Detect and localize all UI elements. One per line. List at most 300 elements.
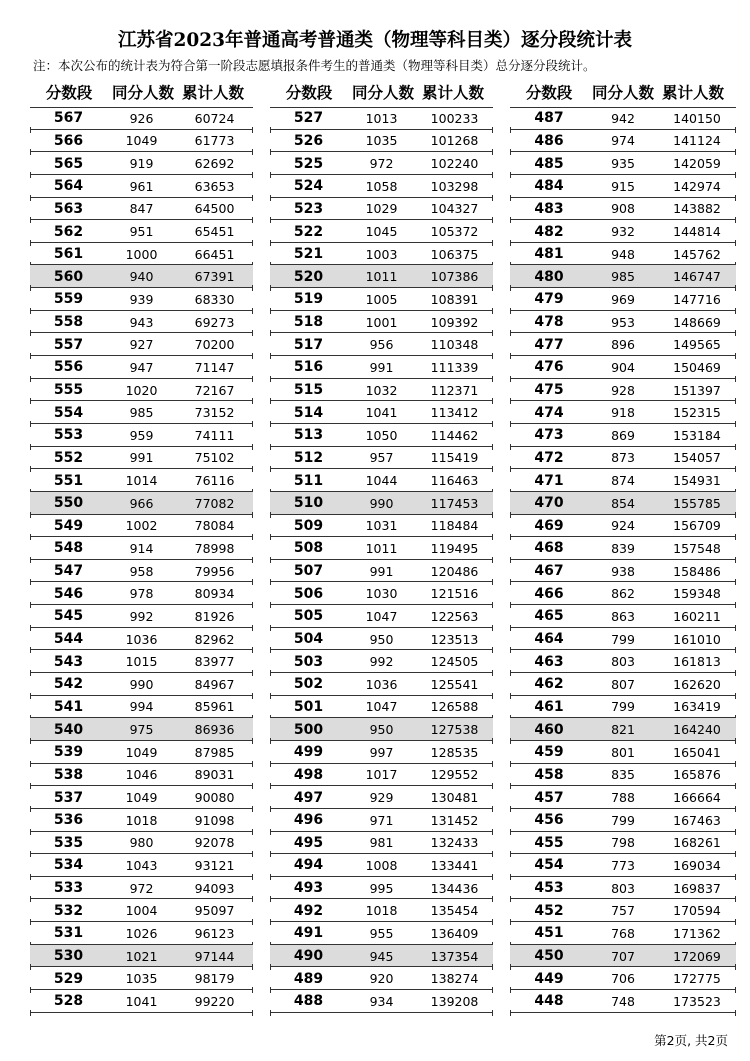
same-count-cell: 947 <box>129 359 154 375</box>
cumulative-count-cell: 120486 <box>430 563 479 579</box>
score-cell: 556 <box>53 359 84 376</box>
score-cell: 459 <box>534 744 564 761</box>
same-count-cell: 992 <box>369 654 394 670</box>
score-cell: 541 <box>53 698 84 715</box>
score-cell: 505 <box>293 608 324 625</box>
table-row <box>270 877 493 900</box>
score-cell: 462 <box>534 676 564 693</box>
same-count-cell: 990 <box>129 676 154 692</box>
cumulative-count-cell: 103298 <box>430 178 479 194</box>
table-row <box>270 107 493 130</box>
score-cell: 492 <box>293 902 324 919</box>
same-count-cell: 918 <box>611 405 635 421</box>
score-cell: 453 <box>534 880 564 897</box>
table-row <box>30 899 253 922</box>
table-row <box>510 356 736 379</box>
table-row <box>510 967 736 990</box>
score-cell: 486 <box>534 132 564 149</box>
table-row <box>270 288 493 311</box>
same-count-cell: 1005 <box>365 291 398 307</box>
cumulative-count-cell: 71147 <box>194 359 235 375</box>
score-cell: 498 <box>293 766 324 783</box>
same-count-cell: 706 <box>611 971 635 987</box>
same-count-cell: 972 <box>369 156 394 172</box>
cumulative-count-cell: 75102 <box>194 450 235 466</box>
cumulative-count-cell: 124505 <box>430 654 479 670</box>
same-count-cell: 873 <box>611 450 635 466</box>
score-cell: 518 <box>293 314 324 331</box>
cumulative-count-cell: 121516 <box>430 586 479 602</box>
score-cell: 547 <box>53 563 84 580</box>
table-row <box>270 832 493 855</box>
same-count-cell: 995 <box>369 880 394 896</box>
cumulative-count-cell: 169837 <box>673 880 721 896</box>
table-row <box>30 288 253 311</box>
cumulative-count-cell: 125541 <box>430 676 479 692</box>
same-count-cell: 972 <box>129 880 154 896</box>
cumulative-count-cell: 127538 <box>430 722 479 738</box>
score-cell: 512 <box>293 449 324 466</box>
same-count-cell: 990 <box>369 495 394 511</box>
score-cell: 542 <box>53 676 84 693</box>
table-row <box>270 311 493 334</box>
table-row <box>510 288 736 311</box>
score-cell: 548 <box>53 540 84 557</box>
same-count-cell: 1018 <box>365 903 398 919</box>
cumulative-count-cell: 170594 <box>673 903 721 919</box>
table-row <box>30 560 253 583</box>
score-cell: 455 <box>534 834 564 851</box>
same-count-cell: 1011 <box>365 540 398 556</box>
score-cell: 461 <box>534 698 564 715</box>
cumulative-count-cell: 117453 <box>430 495 479 511</box>
cumulative-count-cell: 163419 <box>673 699 721 715</box>
cumulative-count-cell: 143882 <box>673 201 721 217</box>
cumulative-count-cell: 77082 <box>194 495 235 511</box>
table-row <box>30 582 253 605</box>
same-count-cell: 757 <box>611 903 635 919</box>
same-count-cell: 896 <box>611 337 635 353</box>
score-cell: 540 <box>53 721 84 738</box>
score-cell: 497 <box>293 789 324 806</box>
score-cell: 516 <box>293 359 324 376</box>
same-count-cell: 1020 <box>125 382 158 398</box>
same-count-cell: 1035 <box>365 133 398 149</box>
header-cell: 分数段 <box>45 83 93 102</box>
same-count-cell: 942 <box>611 110 635 126</box>
table-row <box>30 718 253 741</box>
table-row <box>270 243 493 266</box>
same-count-cell: 1041 <box>365 405 398 421</box>
table-row <box>510 469 736 492</box>
same-count-cell: 768 <box>611 925 635 941</box>
cumulative-count-cell: 165041 <box>673 744 721 760</box>
score-cell: 550 <box>53 495 84 512</box>
table-row <box>270 537 493 560</box>
score-cell: 564 <box>53 178 84 195</box>
score-cell: 478 <box>534 314 564 331</box>
score-cell: 535 <box>53 834 84 851</box>
cumulative-count-cell: 148669 <box>673 314 721 330</box>
table-row <box>270 990 493 1013</box>
score-cell: 489 <box>293 970 324 987</box>
same-count-cell: 924 <box>611 518 635 534</box>
score-cell: 514 <box>293 404 324 421</box>
same-count-cell: 940 <box>129 269 154 285</box>
score-cell: 539 <box>53 744 84 761</box>
cumulative-count-cell: 84967 <box>194 676 235 692</box>
same-count-cell: 932 <box>611 224 635 240</box>
table-row <box>30 492 253 515</box>
same-count-cell: 1041 <box>125 993 158 1009</box>
same-count-cell: 945 <box>369 948 394 964</box>
same-count-cell: 991 <box>369 359 394 375</box>
same-count-cell: 915 <box>611 178 635 194</box>
cumulative-count-cell: 136409 <box>430 925 479 941</box>
table-row <box>510 899 736 922</box>
same-count-cell: 950 <box>369 722 394 738</box>
header-cell: 分数段 <box>525 83 573 102</box>
score-cell: 491 <box>293 925 324 942</box>
same-count-cell: 919 <box>129 156 154 172</box>
same-count-cell: 904 <box>611 359 635 375</box>
score-cell: 532 <box>53 902 84 919</box>
score-cell: 452 <box>534 902 564 919</box>
same-count-cell: 948 <box>611 246 635 262</box>
table-row <box>510 877 736 900</box>
cumulative-count-cell: 145762 <box>673 246 721 262</box>
score-cell: 545 <box>53 608 84 625</box>
cumulative-count-cell: 68330 <box>194 291 235 307</box>
same-count-cell: 961 <box>129 178 154 194</box>
same-count-cell: 957 <box>369 450 394 466</box>
cumulative-count-cell: 168261 <box>673 835 721 851</box>
cumulative-count-cell: 85961 <box>194 699 235 715</box>
same-count-cell: 1003 <box>365 246 398 262</box>
same-count-cell: 994 <box>129 699 154 715</box>
table-row <box>510 447 736 470</box>
table-row <box>30 741 253 764</box>
table-row <box>30 311 253 334</box>
table-row <box>30 379 253 402</box>
cumulative-count-cell: 91098 <box>194 812 235 828</box>
score-cell: 559 <box>53 291 84 308</box>
same-count-cell: 985 <box>129 405 154 421</box>
header-cell: 累计人数 <box>181 83 244 102</box>
same-count-cell: 798 <box>611 835 635 851</box>
cumulative-count-cell: 80934 <box>194 586 235 602</box>
same-count-cell: 971 <box>369 812 394 828</box>
cumulative-count-cell: 98179 <box>194 971 235 987</box>
cumulative-count-cell: 122563 <box>430 608 479 624</box>
score-cell: 472 <box>534 449 564 466</box>
cumulative-count-cell: 133441 <box>430 857 479 873</box>
cumulative-count-cell: 72167 <box>194 382 235 398</box>
cumulative-count-cell: 154057 <box>673 450 721 466</box>
same-count-cell: 997 <box>369 744 394 760</box>
cumulative-count-cell: 128535 <box>430 744 479 760</box>
table-row <box>510 764 736 787</box>
same-count-cell: 1049 <box>125 133 158 149</box>
score-cell: 479 <box>534 291 564 308</box>
cumulative-count-cell: 93121 <box>194 857 235 873</box>
table-row <box>30 832 253 855</box>
same-count-cell: 1036 <box>365 676 398 692</box>
table-row <box>30 696 253 719</box>
table-row <box>510 741 736 764</box>
same-count-cell: 847 <box>129 201 154 217</box>
cumulative-count-cell: 130481 <box>430 790 479 806</box>
same-count-cell: 821 <box>611 722 635 738</box>
cumulative-count-cell: 132433 <box>430 835 479 851</box>
same-count-cell: 966 <box>129 495 154 511</box>
score-cell: 557 <box>53 336 84 353</box>
table-row <box>510 311 736 334</box>
cumulative-count-cell: 70200 <box>194 337 235 353</box>
cumulative-count-cell: 161813 <box>673 654 721 670</box>
header-cell: 累计人数 <box>421 83 484 102</box>
score-cell: 508 <box>293 540 324 557</box>
table-row <box>270 696 493 719</box>
table-row <box>270 265 493 288</box>
cumulative-count-cell: 116463 <box>430 473 479 489</box>
score-cell: 470 <box>534 495 564 512</box>
table-row <box>30 922 253 945</box>
cumulative-count-cell: 101268 <box>430 133 479 149</box>
cumulative-count-cell: 95097 <box>194 903 235 919</box>
score-cell: 504 <box>293 631 324 648</box>
cumulative-count-cell: 67391 <box>194 269 235 285</box>
cumulative-count-cell: 131452 <box>430 812 479 828</box>
cumulative-count-cell: 111339 <box>430 359 479 375</box>
same-count-cell: 1043 <box>125 857 158 873</box>
cumulative-count-cell: 112371 <box>430 382 479 398</box>
same-count-cell: 992 <box>129 608 154 624</box>
score-cell: 554 <box>53 404 84 421</box>
score-cell: 534 <box>53 857 84 874</box>
cumulative-count-cell: 166664 <box>673 790 721 806</box>
same-count-cell: 985 <box>611 269 635 285</box>
score-cell: 521 <box>293 246 324 263</box>
same-count-cell: 1050 <box>365 427 398 443</box>
score-cell: 555 <box>53 382 84 398</box>
same-count-cell: 773 <box>611 857 635 873</box>
same-count-cell: 1045 <box>365 224 398 240</box>
table-row <box>270 130 493 153</box>
table-row <box>30 220 253 243</box>
table-row <box>510 945 736 968</box>
score-cell: 457 <box>534 789 564 806</box>
score-cell: 531 <box>53 925 84 942</box>
same-count-cell: 1001 <box>365 314 398 330</box>
same-count-cell: 801 <box>611 744 635 760</box>
same-count-cell: 974 <box>611 133 635 149</box>
cumulative-count-cell: 119495 <box>430 540 479 556</box>
cumulative-count-cell: 149565 <box>673 337 721 353</box>
same-count-cell: 914 <box>129 540 154 556</box>
same-count-cell: 920 <box>369 971 394 987</box>
table-row <box>270 379 493 402</box>
table-row <box>510 265 736 288</box>
same-count-cell: 707 <box>611 948 635 964</box>
score-cell: 510 <box>293 495 324 512</box>
table-row <box>30 152 253 175</box>
table-row <box>510 673 736 696</box>
score-cell: 495 <box>293 834 324 851</box>
table-row <box>30 650 253 673</box>
table-row <box>510 696 736 719</box>
score-cell: 501 <box>293 698 324 715</box>
same-count-cell: 1047 <box>365 608 398 624</box>
score-cell: 474 <box>534 404 564 421</box>
cumulative-count-cell: 129552 <box>430 767 479 783</box>
same-count-cell: 1015 <box>125 654 158 670</box>
table-row <box>510 560 736 583</box>
table-row <box>510 650 736 673</box>
table-row <box>30 673 253 696</box>
score-cell: 485 <box>534 155 564 172</box>
cumulative-count-cell: 113412 <box>430 405 479 421</box>
header-cell: 累计人数 <box>661 83 724 102</box>
same-count-cell: 950 <box>369 631 394 647</box>
cumulative-count-cell: 89031 <box>194 767 235 783</box>
score-cell: 465 <box>534 608 564 625</box>
score-cell: 507 <box>293 563 324 580</box>
same-count-cell: 863 <box>611 608 635 624</box>
cumulative-count-cell: 118484 <box>430 518 479 534</box>
same-count-cell: 1047 <box>365 699 398 715</box>
cumulative-count-cell: 96123 <box>194 925 235 941</box>
cumulative-count-cell: 107386 <box>430 269 479 285</box>
score-cell: 561 <box>53 246 84 263</box>
table-row <box>30 877 253 900</box>
cumulative-count-cell: 154931 <box>673 473 721 489</box>
cumulative-count-cell: 76116 <box>194 473 235 489</box>
score-cell: 496 <box>293 812 324 829</box>
header-cell: 分数段 <box>285 83 333 102</box>
cumulative-count-cell: 167463 <box>673 812 721 828</box>
table-row <box>30 356 253 379</box>
table-row <box>270 854 493 877</box>
table-row <box>30 786 253 809</box>
score-cell: 484 <box>534 178 564 195</box>
header-cell: 同分人数 <box>591 83 654 102</box>
cumulative-count-cell: 74111 <box>194 427 235 443</box>
cumulative-count-cell: 164240 <box>673 722 721 738</box>
table-row <box>510 718 736 741</box>
table-row <box>510 809 736 832</box>
cumulative-count-cell: 65451 <box>194 224 235 240</box>
table-row <box>30 967 253 990</box>
table-row <box>510 401 736 424</box>
score-cell: 488 <box>293 993 324 1010</box>
same-count-cell: 1035 <box>125 971 158 987</box>
same-count-cell: 978 <box>129 586 154 602</box>
score-cell: 513 <box>293 427 324 444</box>
cumulative-count-cell: 159348 <box>673 586 721 602</box>
score-cell: 469 <box>534 517 564 534</box>
same-count-cell: 1013 <box>365 110 398 126</box>
table-row <box>510 424 736 447</box>
cumulative-count-cell: 79956 <box>194 563 235 579</box>
table-row <box>270 469 493 492</box>
cumulative-count-cell: 137354 <box>430 948 479 964</box>
table-row <box>270 741 493 764</box>
cumulative-count-cell: 155785 <box>673 495 721 511</box>
cumulative-count-cell: 169034 <box>673 857 721 873</box>
cumulative-count-cell: 139208 <box>430 993 479 1009</box>
table-row <box>270 922 493 945</box>
score-cell: 560 <box>53 268 84 285</box>
cumulative-count-cell: 69273 <box>194 314 235 330</box>
same-count-cell: 951 <box>129 224 154 240</box>
same-count-cell: 934 <box>369 993 394 1009</box>
score-cell: 533 <box>53 880 84 897</box>
table-row <box>510 379 736 402</box>
table-row <box>510 832 736 855</box>
cumulative-count-cell: 162620 <box>673 676 721 692</box>
table-row <box>510 130 736 153</box>
table-row <box>510 786 736 809</box>
same-count-cell: 938 <box>611 563 635 579</box>
same-count-cell: 1021 <box>125 948 158 964</box>
table-row <box>270 401 493 424</box>
table-row <box>510 582 736 605</box>
table-row <box>510 922 736 945</box>
same-count-cell: 1017 <box>365 767 398 783</box>
cumulative-count-cell: 160211 <box>673 608 721 624</box>
table-row <box>30 243 253 266</box>
score-cell: 466 <box>534 585 564 602</box>
table-row <box>30 469 253 492</box>
same-count-cell: 981 <box>369 835 394 851</box>
table-row <box>270 786 493 809</box>
table-row <box>270 650 493 673</box>
table-note: 注：本次公布的统计表为符合第一阶段志愿填报条件考生的普通类（物理等科目类）总分逐分段统计。 <box>33 58 596 73</box>
cumulative-count-cell: 94093 <box>194 880 235 896</box>
table-row <box>510 537 736 560</box>
cumulative-count-cell: 108391 <box>430 291 479 307</box>
same-count-cell: 935 <box>611 156 635 172</box>
score-cell: 562 <box>53 223 84 240</box>
table-row <box>270 673 493 696</box>
same-count-cell: 1026 <box>125 925 158 941</box>
score-cell: 476 <box>534 359 564 376</box>
score-cell: 490 <box>293 948 324 965</box>
same-count-cell: 939 <box>129 291 154 307</box>
cumulative-count-cell: 165876 <box>673 767 721 783</box>
same-count-cell: 839 <box>611 540 635 556</box>
same-count-cell: 1046 <box>125 767 158 783</box>
table-row <box>510 220 736 243</box>
table-header <box>30 76 253 107</box>
same-count-cell: 929 <box>369 790 394 806</box>
table-row <box>270 356 493 379</box>
table-row <box>30 198 253 221</box>
score-cell: 511 <box>293 472 324 489</box>
table-row <box>270 515 493 538</box>
cumulative-count-cell: 123513 <box>430 631 479 647</box>
score-cell: 526 <box>293 132 324 149</box>
same-count-cell: 862 <box>611 586 635 602</box>
score-cell: 477 <box>534 336 564 353</box>
cumulative-count-cell: 153184 <box>673 427 721 443</box>
table-row <box>510 175 736 198</box>
score-cell: 502 <box>293 676 324 693</box>
same-count-cell: 927 <box>129 337 154 353</box>
score-cell: 567 <box>53 110 84 127</box>
score-cell: 558 <box>53 314 84 331</box>
